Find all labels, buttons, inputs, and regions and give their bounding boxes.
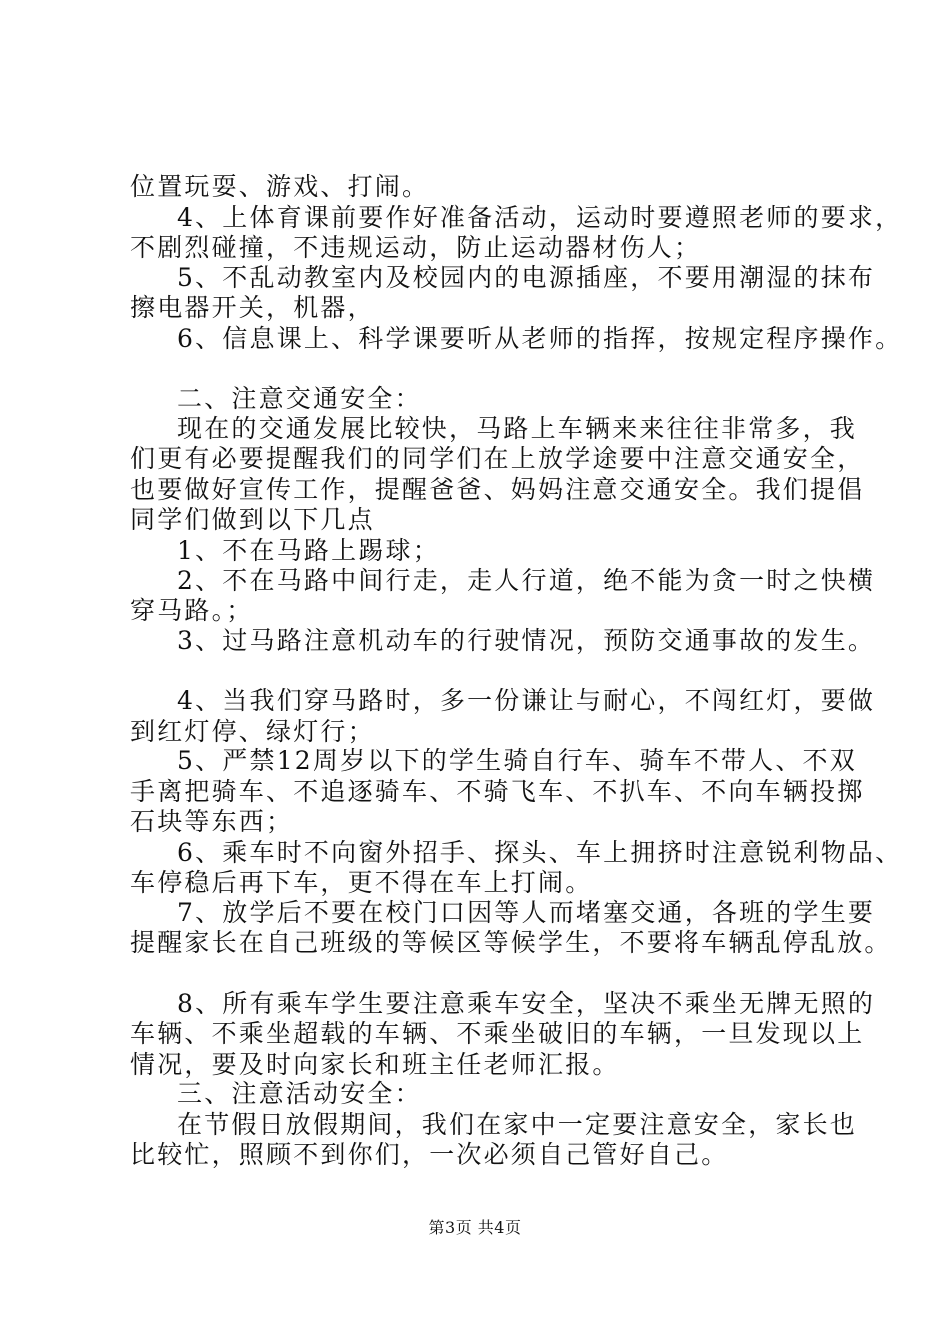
page-number-footer: 第3页 共4页 bbox=[428, 1218, 522, 1237]
text-line: 5、严禁12周岁以下的学生骑自行车、骑车不带人、不双 bbox=[177, 746, 857, 775]
text-line: 5、不乱动教室内及校园内的电源插座，不要用潮湿的抹布 bbox=[177, 263, 876, 292]
text-line: 位置玩耍、游戏、打闹。 bbox=[130, 172, 430, 201]
text-line: 穿马路。； bbox=[130, 596, 254, 625]
section-heading: 二、注意交通安全： bbox=[177, 384, 422, 413]
text-line: 擦电器开关，机器， bbox=[130, 293, 375, 322]
text-line: 3、过马路注意机动车的行驶情况，预防交通事故的发生。 bbox=[177, 626, 876, 655]
text-line: 1、不在马路上踢球； bbox=[177, 536, 440, 565]
text-line: 同学们做到以下几点 bbox=[130, 505, 375, 534]
text-line: 现在的交通发展比较快，马路上车辆来来往往非常多，我 bbox=[177, 414, 858, 443]
text-line: 车停稳后再下车，更不得在车上打闹。 bbox=[130, 868, 593, 897]
text-line: 不剧烈碰撞，不违规运动，防止运动器材伤人； bbox=[130, 233, 702, 262]
text-line: 情况，要及时向家长和班主任老师汇报。 bbox=[130, 1050, 620, 1079]
text-line: 4、当我们穿马路时，多一份谦让与耐心，不闯红灯，要做 bbox=[177, 686, 876, 715]
text-line: 在节假日放假期间，我们在家中一定要注意安全，家长也 bbox=[177, 1110, 858, 1139]
text-line: 比较忙，照顾不到你们，一次必须自己管好自己。 bbox=[130, 1140, 729, 1169]
text-line: 石块等东西； bbox=[130, 807, 294, 836]
text-line: 6、乘车时不向窗外招手、探头、车上拥挤时注意锐利物品、 bbox=[177, 838, 903, 867]
section-heading: 三、注意活动安全： bbox=[177, 1079, 422, 1108]
text-line: 8、所有乘车学生要注意乘车安全，坚决不乘坐无牌无照的 bbox=[177, 989, 876, 1018]
text-line: 手离把骑车、不追逐骑车、不骑飞车、不扒车、不向车辆投掷 bbox=[130, 777, 865, 806]
text-line: 6、信息课上、科学课要听从老师的指挥，按规定程序操作。 bbox=[177, 324, 903, 353]
text-line: 们更有必要提醒我们的同学们在上放学途要中注意交通安全， bbox=[130, 444, 865, 473]
text-line: 到红灯停、绿灯行； bbox=[130, 717, 375, 746]
text-line: 7、放学后不要在校门口因等人而堵塞交通，各班的学生要 bbox=[177, 898, 876, 927]
text-line: 也要做好宣传工作，提醒爸爸、妈妈注意交通安全。我们提倡 bbox=[130, 475, 865, 504]
text-line: 4、上体育课前要作好准备活动，运动时要遵照老师的要求， bbox=[177, 203, 903, 232]
text-line: 车辆、不乘坐超载的车辆、不乘坐破旧的车辆，一旦发现以上 bbox=[130, 1019, 865, 1048]
text-line: 提醒家长在自己班级的等候区等候学生，不要将车辆乱停乱放。 bbox=[130, 928, 892, 957]
text-line: 2、不在马路中间行走，走人行道，绝不能为贪一时之快横 bbox=[177, 566, 876, 595]
